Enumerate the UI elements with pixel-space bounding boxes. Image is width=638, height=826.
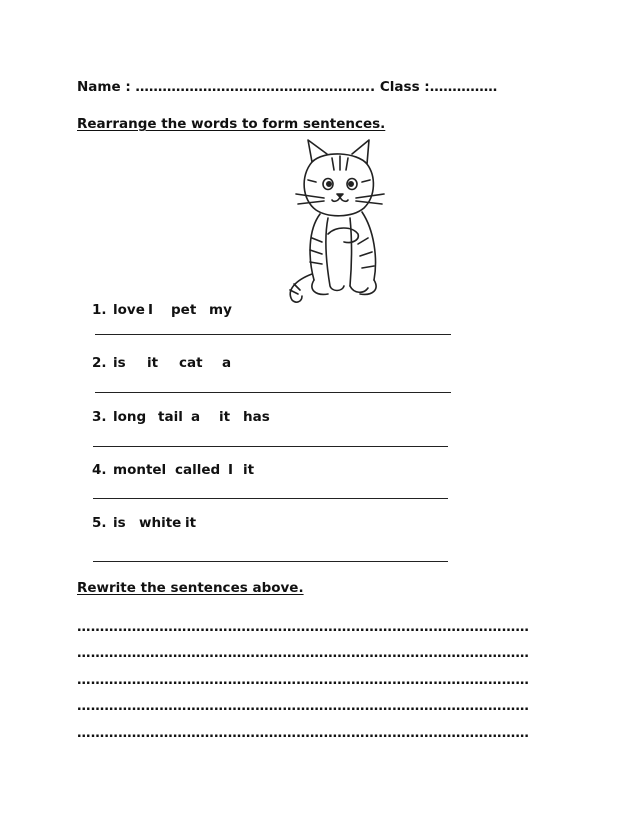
answer-line-1[interactable] bbox=[95, 334, 451, 335]
sentence-item-2 bbox=[92, 355, 231, 371]
word: it bbox=[219, 409, 231, 425]
word: is bbox=[113, 515, 126, 531]
word: is bbox=[113, 355, 126, 371]
sentence-item-5 bbox=[92, 515, 196, 531]
dotted-writing-line-1[interactable]: ……………………………………………………………………………………… bbox=[77, 619, 530, 635]
word: pet bbox=[171, 302, 197, 318]
word: cat bbox=[179, 355, 203, 371]
answer-line-3[interactable] bbox=[93, 446, 448, 447]
item-number: 5. bbox=[92, 515, 107, 531]
item-number: 4. bbox=[92, 462, 107, 478]
word: it bbox=[243, 462, 255, 478]
word: it bbox=[185, 515, 197, 531]
word: tail bbox=[158, 409, 183, 425]
dotted-writing-line-2[interactable]: ……………………………………………………………………………………… bbox=[77, 645, 530, 661]
rewrite-heading: Rewrite the sentences above. bbox=[77, 580, 304, 596]
kitten-illustration-icon bbox=[272, 134, 396, 306]
item-number: 2. bbox=[92, 355, 107, 371]
word: I bbox=[228, 462, 234, 478]
item-number: 3. bbox=[92, 409, 107, 425]
dotted-writing-line-5[interactable]: ……………………………………………………………………………………… bbox=[77, 725, 530, 741]
answer-line-4[interactable] bbox=[93, 498, 448, 499]
word: I bbox=[148, 302, 154, 318]
word: love bbox=[113, 302, 145, 318]
word: long bbox=[113, 409, 147, 425]
word: montel bbox=[113, 462, 167, 478]
word: has bbox=[243, 409, 270, 425]
item-number: 1. bbox=[92, 302, 107, 318]
answer-line-2[interactable] bbox=[95, 392, 451, 393]
word: a bbox=[191, 409, 201, 425]
word: called bbox=[175, 462, 221, 478]
dotted-writing-line-4[interactable]: ……………………………………………………………………………………… bbox=[77, 698, 530, 714]
name-class-line: Name : …………………………………………….. Class :…………… bbox=[77, 79, 498, 95]
sentence-item-1 bbox=[92, 302, 232, 318]
sentence-item-3 bbox=[92, 409, 270, 425]
word: a bbox=[222, 355, 232, 371]
instruction-heading: Rearrange the words to form sentences. bbox=[77, 116, 386, 132]
word: my bbox=[209, 302, 232, 318]
word: it bbox=[147, 355, 159, 371]
answer-line-5[interactable] bbox=[93, 561, 448, 562]
word: white bbox=[139, 515, 182, 531]
sentence-item-4 bbox=[92, 462, 254, 478]
dotted-writing-line-3[interactable]: ……………………………………………………………………………………… bbox=[77, 672, 530, 688]
